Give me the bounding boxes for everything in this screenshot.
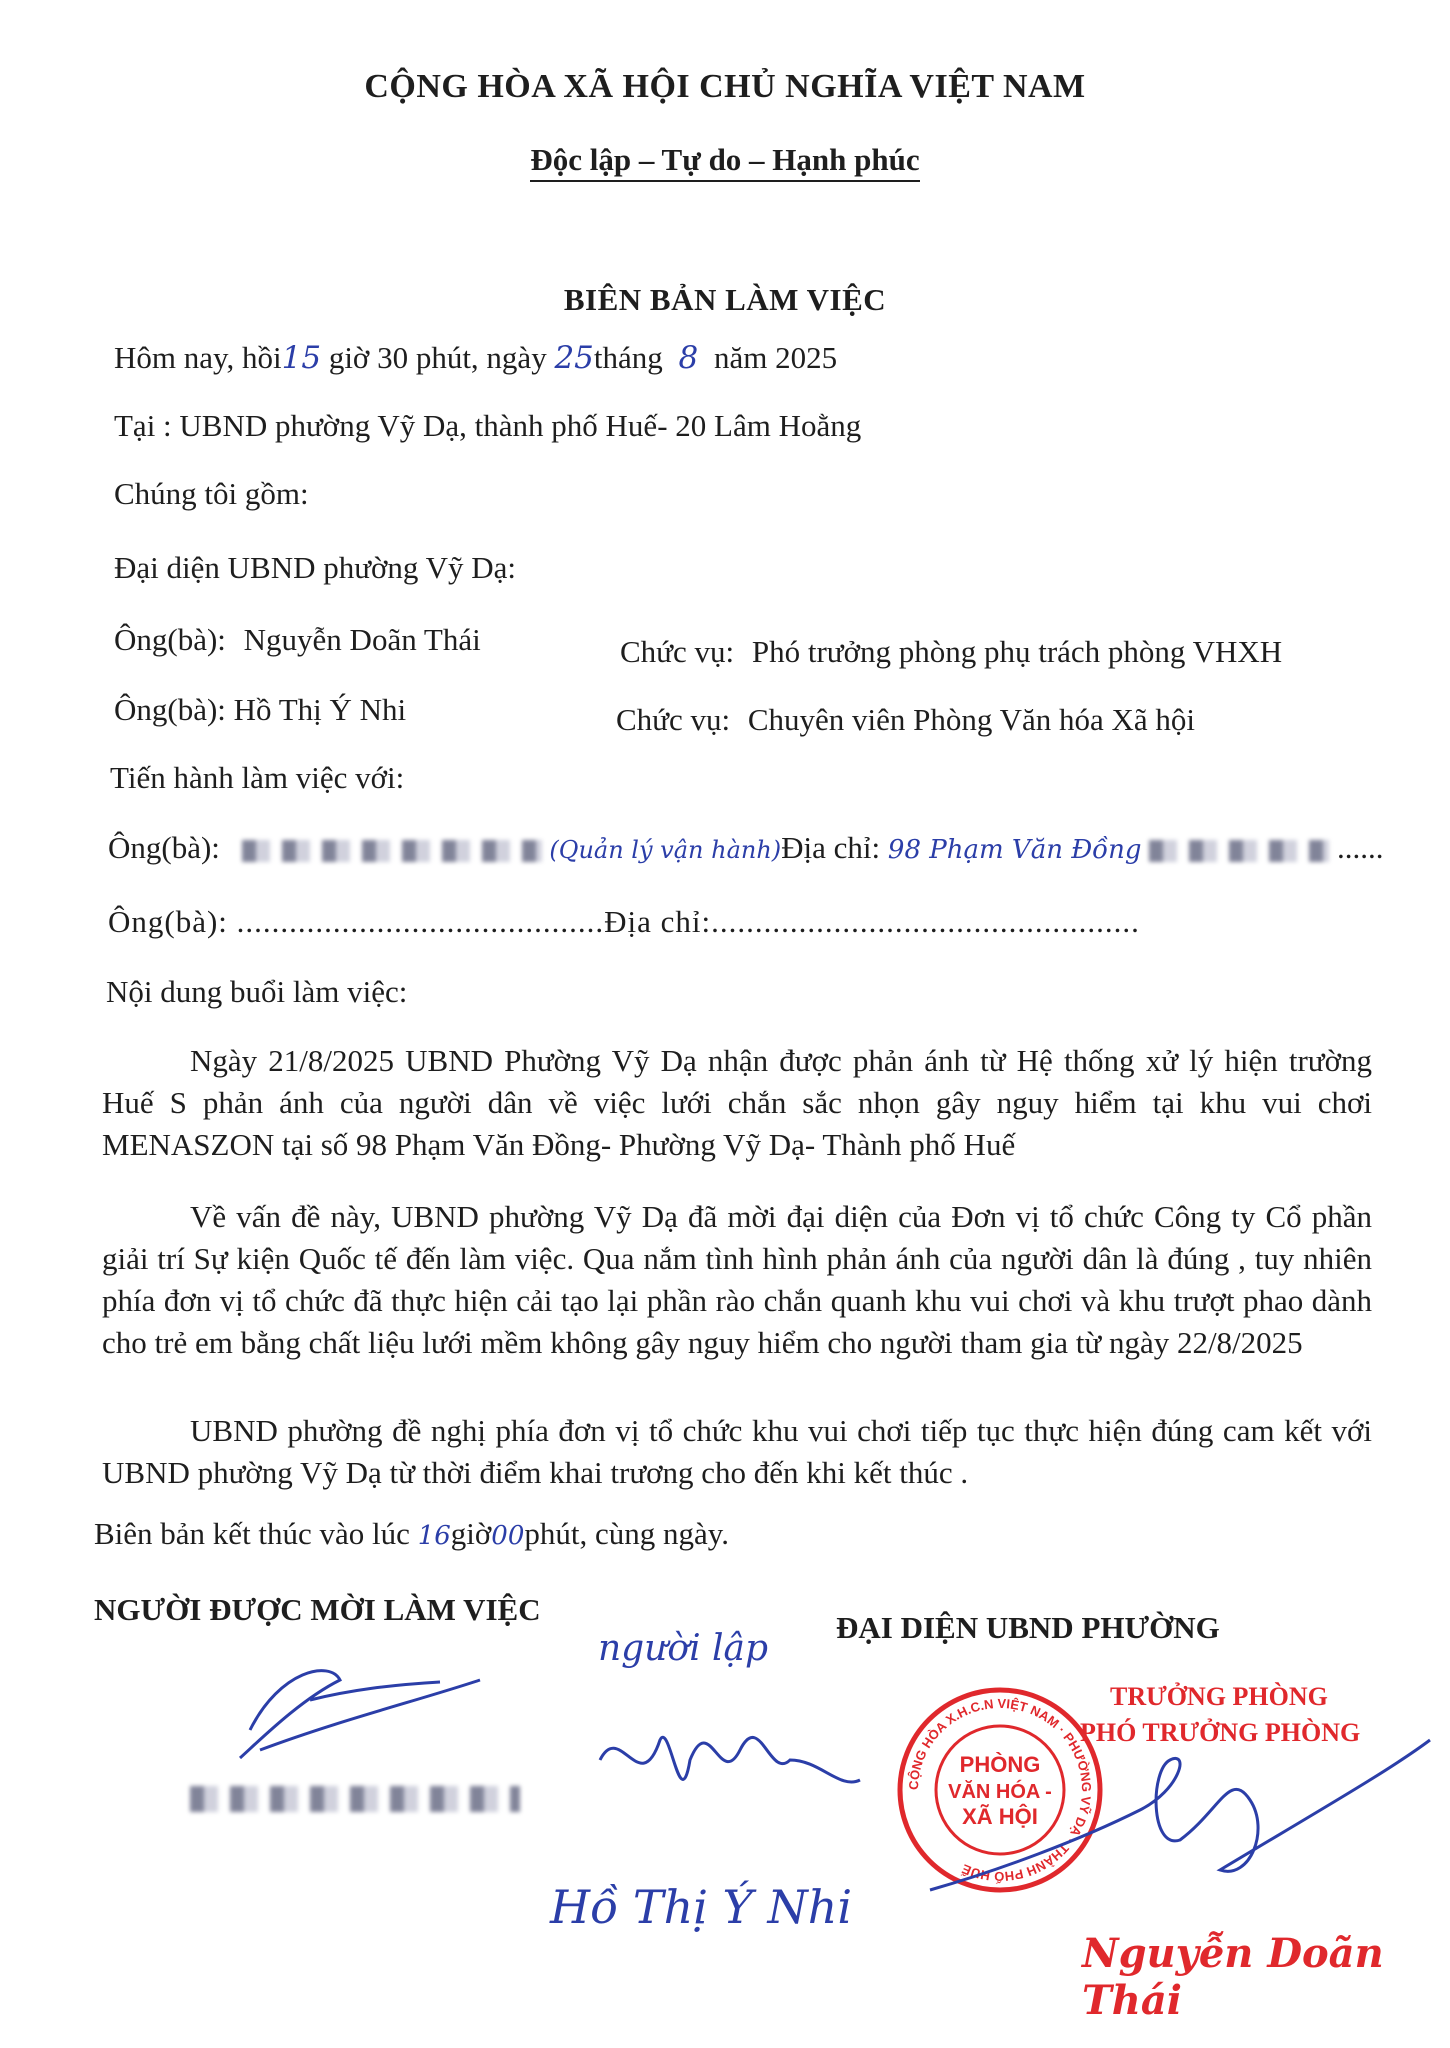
handwritten-address: 98 Phạm Văn Đồng bbox=[887, 835, 1142, 865]
official-1-name: Nguyễn Doãn Thái bbox=[243, 622, 481, 657]
content-paragraph-1 bbox=[102, 1040, 1372, 1166]
redacted-address-blur bbox=[1149, 840, 1329, 862]
motto bbox=[0, 142, 1450, 178]
paragraph-2-text: Về vấn đề này, UBND phường Vỹ Dạ đã mời đại diện của Đơn vị tổ chức Công ty Cổ phần giải trí Sự kiện Quốc tế đến làm việc. Qua nắm tình hình phản ánh của người dân là đúng , tuy nhiên phía đơn vị tổ chức đã thực hiện cải tạo lại phần rào chắn quanh khu vui chơi và khu trượt phao dành cho trẻ em bằng chất liệu lưới mềm không gây nguy hiểm cho người tham gia từ ngày 22/8/2025 bbox=[102, 1199, 1372, 1360]
redacted-invitee-name-blur bbox=[190, 1786, 520, 1812]
document-title: BIÊN BẢN LÀM VIỆC bbox=[563, 282, 887, 317]
redacted-name-blur bbox=[242, 840, 542, 862]
attendees-label: Chúng tôi gồm: bbox=[114, 476, 309, 511]
time-prefix: Hôm nay, hồi bbox=[114, 340, 282, 375]
counterpart-2-address-dots: ................................................. bbox=[711, 904, 1140, 939]
content-label: Nội dung buổi làm việc: bbox=[106, 974, 408, 1009]
official-2-prefix: Ông(bà): bbox=[114, 692, 226, 727]
end-suffix: phút, cùng ngày. bbox=[524, 1516, 730, 1551]
handwritten-end-minute: 00 bbox=[491, 1521, 525, 1551]
counterparts-label: Tiến hành làm việc với: bbox=[110, 760, 405, 795]
month-label: tháng bbox=[593, 340, 663, 375]
preparer-signature-icon bbox=[590, 1700, 870, 1850]
counterpart-1-address-label: Địa chỉ: bbox=[781, 830, 881, 865]
official-1-role: Phó trưởng phòng phụ trách phòng VHXH bbox=[751, 634, 1283, 669]
official-2-role-label: Chức vụ: bbox=[616, 702, 731, 737]
official-1-role-line bbox=[620, 634, 1282, 670]
counterpart-2-prefix: Ông(bà): bbox=[108, 904, 228, 939]
handwritten-day: 25 bbox=[554, 340, 594, 376]
official-1-role-label: Chức vụ: bbox=[620, 634, 735, 669]
end-prefix: Biên bản kết thúc vào lúc bbox=[94, 1516, 410, 1551]
location-line: Tại : UBND phường Vỹ Dạ, thành phố Huế- 20 Lâm Hoằng bbox=[114, 408, 862, 443]
seal-ring-text: CỘNG HÒA X.H.C.N VIỆT NAM · PHƯỜNG VỸ DẠ · THÀNH PHỐ HUẾ bbox=[905, 1695, 1095, 1885]
counterpart-2-dots: .......................................... bbox=[236, 904, 605, 939]
seal-center-line-2: VĂN HÓA - bbox=[948, 1781, 1052, 1803]
stamp-title-1: TRƯỞNG PHÒNG bbox=[1110, 1682, 1328, 1711]
official-2-name: Hồ Thị Ý Nhi bbox=[233, 692, 407, 727]
end-hour-label: giờ bbox=[450, 1516, 492, 1551]
director-signature-icon bbox=[920, 1690, 1440, 1930]
official-2-name-line bbox=[114, 692, 406, 728]
paragraph-1-text: Ngày 21/8/2025 UBND Phường Vỹ Dạ nhận được phản ánh từ Hệ thống xử lý hiện trường Huế S phản ánh của người dân về việc lưới chắn sắc nhọn gây nguy hiểm tại khu vui chơi MENASZON tại số 98 Phạm Văn Đồng- Phường Vỹ Dạ- Thành phố Huế bbox=[102, 1043, 1372, 1162]
handwritten-month: 8 bbox=[678, 340, 699, 376]
minute-text: giờ 30 phút, ngày bbox=[328, 340, 547, 375]
official-2-role: Chuyên viên Phòng Văn hóa Xã hội bbox=[747, 702, 1196, 737]
seal-center-line-1: PHÒNG bbox=[959, 1752, 1041, 1777]
handwritten-preparer-note: người lập bbox=[598, 1628, 769, 1669]
official-2-role-line bbox=[616, 702, 1195, 738]
handwritten-role-note: (Quản lý vận hành) bbox=[549, 836, 782, 864]
counterpart-1-line bbox=[108, 830, 1383, 866]
meeting-time-line bbox=[114, 340, 837, 376]
counterpart-1-trail: ...... bbox=[1336, 830, 1384, 865]
seal-center-line-3: XÃ HỘI bbox=[962, 1804, 1038, 1829]
handwritten-hour: 15 bbox=[281, 340, 322, 376]
signer-name: Nguyễn Doãn Thái bbox=[1082, 1930, 1384, 2024]
year-text: năm 2025 bbox=[714, 340, 838, 375]
official-1-name-line bbox=[114, 622, 481, 658]
handwritten-preparer-name: Hồ Thị Ý Nhi bbox=[550, 1880, 853, 1934]
counterpart-2-line bbox=[108, 904, 1140, 940]
nation-header: CỘNG HÒA XÃ HỘI CHỦ NGHĨA VIỆT NAM bbox=[364, 68, 1086, 105]
counterpart-2-address-label: Địa chỉ: bbox=[604, 904, 712, 939]
counterpart-1-prefix: Ông(bà): bbox=[108, 830, 220, 865]
motto-text: Độc lập – Tự do – Hạnh phúc bbox=[530, 142, 919, 182]
invitee-signature-icon bbox=[220, 1640, 520, 1780]
content-paragraph-2 bbox=[102, 1196, 1372, 1364]
content-paragraph-3 bbox=[102, 1410, 1372, 1494]
invitee-signature-title: NGƯỜI ĐƯỢC MỜI LÀM VIỆC bbox=[94, 1592, 541, 1627]
handwritten-end-hour: 16 bbox=[417, 1521, 451, 1551]
end-time-line bbox=[94, 1516, 729, 1552]
stamp-title-2: PHÓ TRƯỞNG PHÒNG bbox=[1080, 1718, 1361, 1747]
representative-label: Đại diện UBND phường Vỹ Dạ: bbox=[114, 550, 517, 585]
paragraph-3-text: UBND phường đề nghị phía đơn vị tổ chức khu vui chơi tiếp tục thực hiện đúng cam kết với UBND phường Vỹ Dạ từ thời điểm khai trương cho đến khi kết thúc . bbox=[102, 1413, 1372, 1490]
ward-signature-title: ĐẠI DIỆN UBND PHƯỜNG bbox=[836, 1610, 1220, 1645]
official-1-prefix: Ông(bà): bbox=[114, 622, 226, 657]
